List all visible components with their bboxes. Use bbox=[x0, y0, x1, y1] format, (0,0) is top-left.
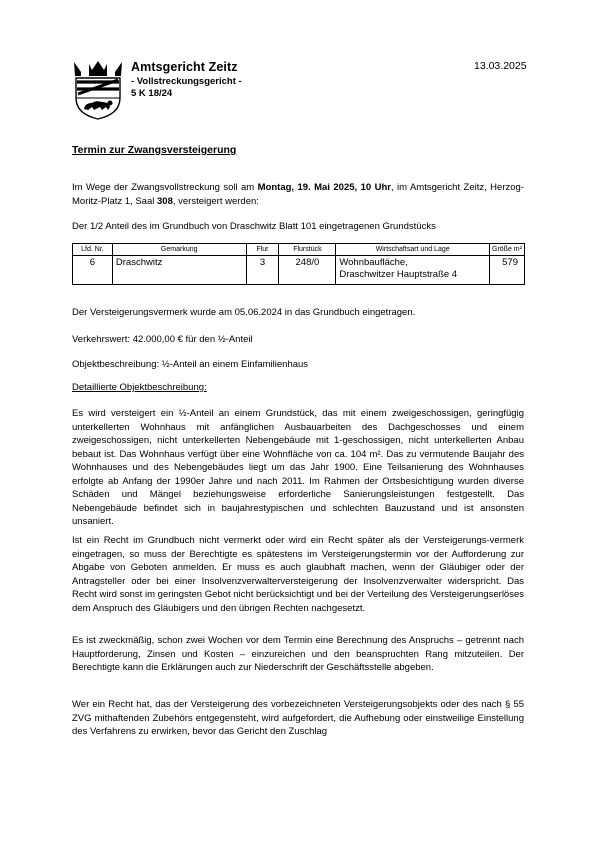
coat-of-arms-icon bbox=[72, 58, 124, 120]
cell-flurstueck: 248/0 bbox=[279, 256, 336, 285]
cell-groesse: 579 bbox=[490, 256, 525, 285]
table-header-cell: Flur bbox=[246, 244, 279, 256]
wirtschaftsart-line-2: Draschwitzer Hauptstraße 4 bbox=[339, 269, 458, 280]
final-paragraph: Wer ein Recht hat, das der Versteigerung des vorbezeichneten Versteigerungsobjekts oder des nach § 55 ZVG mithaftenden Zubehörs entgegensteht, wird aufgefordert, die Aufhebung oder einstweilige Einstellung des Verfahrens zu erwirken, bevor das Gericht den Zuschlag bbox=[72, 699, 524, 737]
table-header-cell: Flurstück bbox=[279, 244, 336, 256]
court-name: Amtsgericht Zeitz bbox=[131, 60, 238, 74]
rights-paragraph: Ist ein Recht im Grundbuch nicht vermerkt oder wird ein Recht später als der Versteigerungs-vermerk eingetragen, so muss der Berechtigte es spätestens im Versteigerungstermin vor der Aufforderung zur Abgabe von Geboten anmelden. Er muss es auch glaubhaft machen, wenn der Gläubiger oder der Antragsteller oder bei einer Insolvenzverwalterversteigerung der Insolvenzverwalter widerspricht. Das Recht wird sonst im geringsten Gebot nicht berücksichtigt und bei der Verteilung des Versteigerungserlöses dem Anspruch des Gläubigers und den übrigen Rechten nachgesetzt. bbox=[72, 535, 524, 614]
detail-heading: Detaillierte Objektbeschreibung: bbox=[72, 382, 207, 393]
table-header-cell: Lfd. Nr. bbox=[73, 244, 113, 256]
document-date: 13.03.2025 bbox=[474, 60, 527, 72]
table-header-row bbox=[73, 244, 525, 256]
wirtschaftsart-line-1: Wohnbaufläche, bbox=[339, 257, 408, 268]
cell-gemarkung: Draschwitz bbox=[112, 256, 246, 285]
intro-text-1: Im Wege der Zwangsvollstreckung soll am bbox=[72, 182, 258, 193]
share-paragraph: Der 1/2 Anteil des im Grundbuch von Draschwitz Blatt 101 eingetragenen Grundstücks bbox=[72, 221, 436, 232]
intro-text-3: , versteigert werden: bbox=[172, 195, 259, 207]
verkehrswert-paragraph: Verkehrswert: 42.000,00 € für den ½-Anteil bbox=[72, 334, 253, 345]
intro-text-2: , im Amtsgericht Zeitz, Herzog-Moritz-Platz 1, Saal bbox=[72, 182, 524, 207]
document-title: Termin zur Zwangsversteigerung bbox=[72, 144, 237, 156]
table-header-cell: Größe m² bbox=[490, 244, 525, 256]
calculation-paragraph: Es ist zweckmäßig, schon zwei Wochen vor dem Termin eine Berechnung des Anspruchs – getrennt nach Hauptforderung, Zinsen und Kosten – einzureichen und den beanspruchten Rang mitzuteilen. Der Berechtigte kann die Erklärungen auch zur Niederschrift der Geschäftsstelle abgeben. bbox=[72, 635, 524, 673]
auction-date-time: Montag, 19. Mai 2025, 10 Uhr bbox=[257, 182, 391, 193]
land-register-table bbox=[72, 243, 525, 285]
auction-room: 308 bbox=[157, 195, 173, 207]
court-division: - Vollstreckungsgericht - bbox=[131, 76, 242, 87]
vermerk-paragraph: Der Versteigerungsvermerk wurde am 05.06.2024 in das Grundbuch eingetragen. bbox=[72, 307, 416, 318]
cell-flur: 3 bbox=[246, 256, 279, 285]
cell-wirtschaftsart bbox=[336, 256, 490, 285]
detail-paragraph: Es wird versteigert ein ½-Anteil an einem Grundstück, das mit einem zweigeschossigen, geringfügig unterkellerten Wohnhaus mit anfänglichen Ausbauarbeiten des Dachgeschosses und einem zweigeschossigen, nicht unterkellerten Nebengebäude mit 1-geschossigen, nicht unterkellerten Anbau bebaut ist. Das Wohnhaus verfügt über eine Wohnfläche von ca. 104 m². Das zu vermutende Baujahr des Wohnhauses und des Nebengebäudes liegt um das Jahr 1900. Eine Teilsanierung des Wohnhauses erfolgte ab Anfang der 1990er Jahre und nach 2011. Im Rahmen der Ortsbesichtigung wurden diverse Schäden und Mängel beziehungsweise erforderliche Sanierungsleistungen festgestellt. Das Nebengebäude befindet sich in baujahrestypischen und schlechten Bauzustand und ist ansonsten unsaniert. bbox=[72, 408, 524, 527]
table-header-cell: Gemarkung bbox=[112, 244, 246, 256]
cell-nr: 6 bbox=[73, 256, 113, 285]
case-number: 5 K 18/24 bbox=[131, 88, 173, 99]
table-row bbox=[73, 256, 525, 285]
objektbeschreibung-paragraph: Objektbeschreibung: ½-Anteil an einem Einfamilienhaus bbox=[72, 359, 309, 370]
table-header-cell: Wirtschaftsart und Lage bbox=[336, 244, 490, 256]
intro-paragraph bbox=[72, 181, 524, 208]
